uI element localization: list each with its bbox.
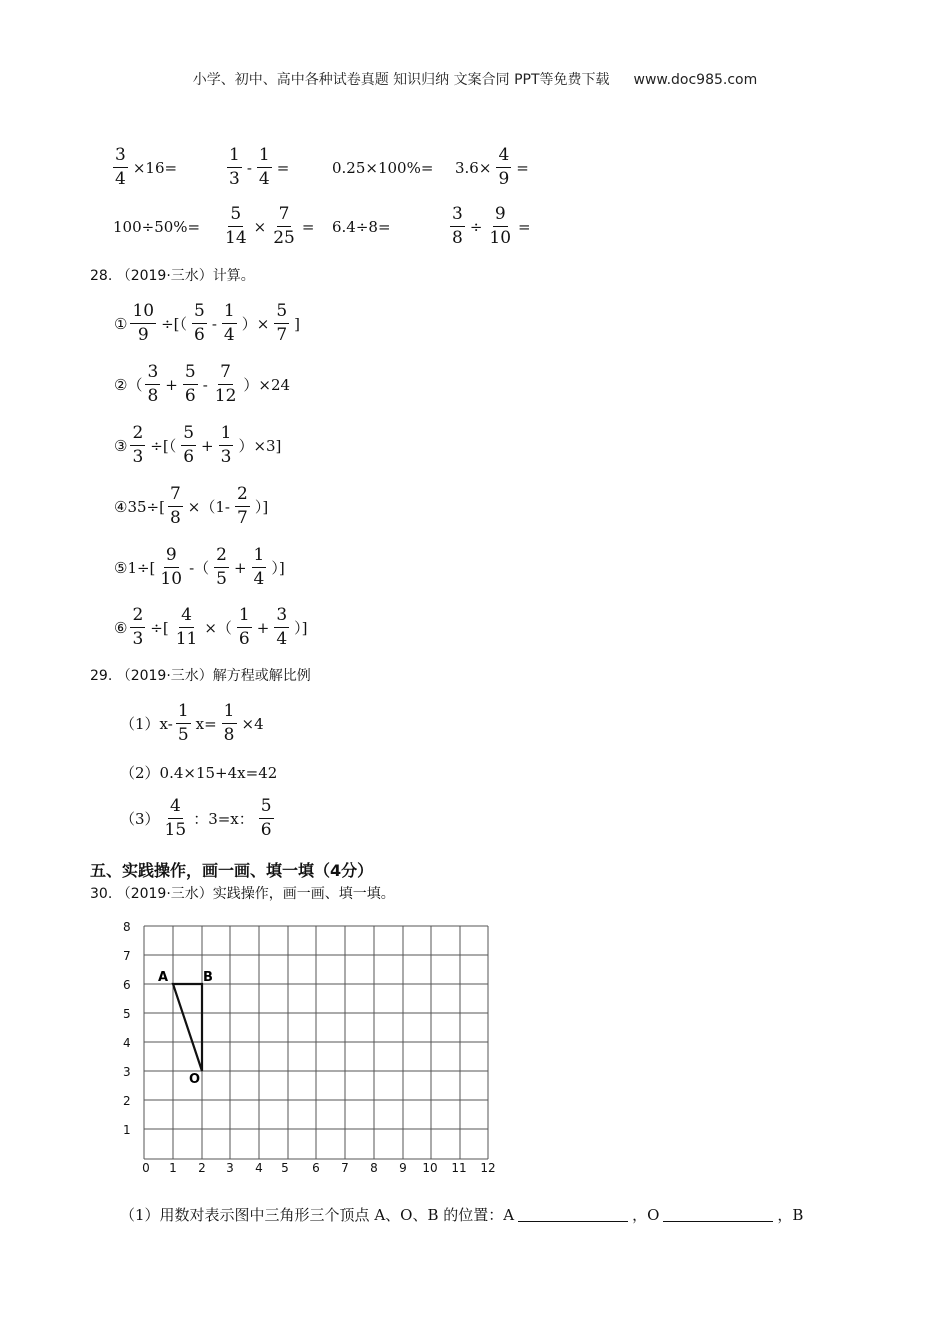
q30-title: 30. （2019·三水）实践操作，画一画、填一填。 — [90, 886, 395, 902]
x-tick: 6 — [312, 1161, 320, 1175]
triangle-abo — [173, 984, 202, 1071]
header-site: www.doc985.com — [633, 72, 758, 88]
page-header — [0, 69, 950, 89]
q28-expr-1: ① $\frac{10}{9}$ ÷[（ $\frac{5}{6}$ - $\frac{1}{4}$ ）× $\frac{5}{7}$ ] — [114, 301, 301, 345]
y-tick: 3 — [123, 1065, 131, 1079]
calc-r1-d: 3.6× $\frac{4}{9}$ = — [455, 145, 529, 189]
x-tick: 5 — [281, 1161, 289, 1175]
x-tick: 3 — [226, 1161, 234, 1175]
q29-eq-1: （1）x- $\frac{1}{5}$ x= $\frac{1}{8}$ ×4 — [120, 701, 264, 745]
point-label-a: A — [158, 970, 169, 985]
y-tick: 5 — [123, 1007, 131, 1021]
answer-blank-a[interactable] — [518, 1207, 628, 1222]
q29-title: 29. （2019·三水）解方程或解比例 — [90, 668, 311, 684]
q28-expr-2: ②（ $\frac{3}{8}$ + $\frac{5}{6}$ - $\frac{7}{12}$ ）×24 — [114, 362, 291, 406]
x-tick: 12 — [480, 1161, 496, 1175]
calc-r1-a: $\frac{3}{4}$ ×16= — [115, 145, 178, 189]
calc-r1-c: 0.25×100%= — [332, 159, 434, 177]
q29-eq-3: （3） $\frac{4}{15}$ ：3=x： $\frac{5}{6}$ — [120, 796, 272, 840]
y-tick: 8 — [123, 920, 131, 934]
x-tick: 8 — [370, 1161, 378, 1175]
q28-expr-6: ⑥ $\frac{2}{3}$ ÷[ $\frac{4}{11}$ ×（ $\frac{1}{6}$ + $\frac{3}{4}$ ）] — [114, 605, 308, 649]
answer-blank-o[interactable] — [663, 1207, 773, 1222]
y-tick: 6 — [123, 978, 131, 992]
calc-r2-a: 100÷50%= — [113, 218, 201, 236]
header-text: 小学、初中、高中各种试卷真题 知识归纳 文案合同 PPT等免费下载 — [192, 72, 610, 88]
calc-r2-b: $\frac{5}{14}$ × $\frac{7}{25}$ = — [225, 204, 315, 248]
grid-lines — [144, 926, 488, 1159]
x-tick: 0 — [142, 1161, 150, 1175]
calc-r2-d: $\frac{3}{8}$ ÷ $\frac{9}{10}$ = — [452, 204, 531, 248]
x-tick: 10 — [422, 1161, 438, 1175]
q28-expr-3: ③ $\frac{2}{3}$ ÷[（ $\frac{5}{6}$ + $\frac{1}{3}$ ）×3] — [114, 423, 282, 467]
q28-title: 28. （2019·三水）计算。 — [90, 268, 255, 284]
point-label-b: B — [203, 970, 213, 985]
q28-expr-5: ⑤1÷[ $\frac{9}{10}$ -（ $\frac{2}{5}$ + $\frac{1}{4}$ ）] — [114, 545, 285, 589]
section-5-heading: 五、实践操作，画一画、填一填（4分） — [90, 861, 374, 880]
y-tick: 2 — [123, 1094, 131, 1108]
x-tick: 11 — [451, 1161, 467, 1175]
y-tick: 7 — [123, 949, 131, 963]
x-tick: 4 — [255, 1161, 263, 1175]
x-tick: 7 — [341, 1161, 349, 1175]
x-tick: 2 — [198, 1161, 206, 1175]
point-label-o: O — [189, 1072, 201, 1087]
calc-r1-b: $\frac{1}{3}$ - $\frac{1}{4}$ = — [229, 145, 290, 189]
coordinate-grid — [112, 915, 512, 1180]
y-tick: 1 — [123, 1123, 131, 1137]
y-tick: 4 — [123, 1036, 131, 1050]
x-tick: 9 — [399, 1161, 407, 1175]
q30-sub-1: （1）用数对表示图中三角形三个顶点 A、O、B 的位置：A ，O ，B — [120, 1206, 804, 1224]
q29-eq-2: （2）0.4×15+4x=42 — [120, 764, 278, 782]
calc-r2-c: 6.4÷8= — [332, 218, 391, 236]
x-tick: 1 — [169, 1161, 177, 1175]
q28-expr-4: ④35÷[ $\frac{7}{8}$ ×（1- $\frac{2}{7}$ ）] — [114, 484, 269, 528]
